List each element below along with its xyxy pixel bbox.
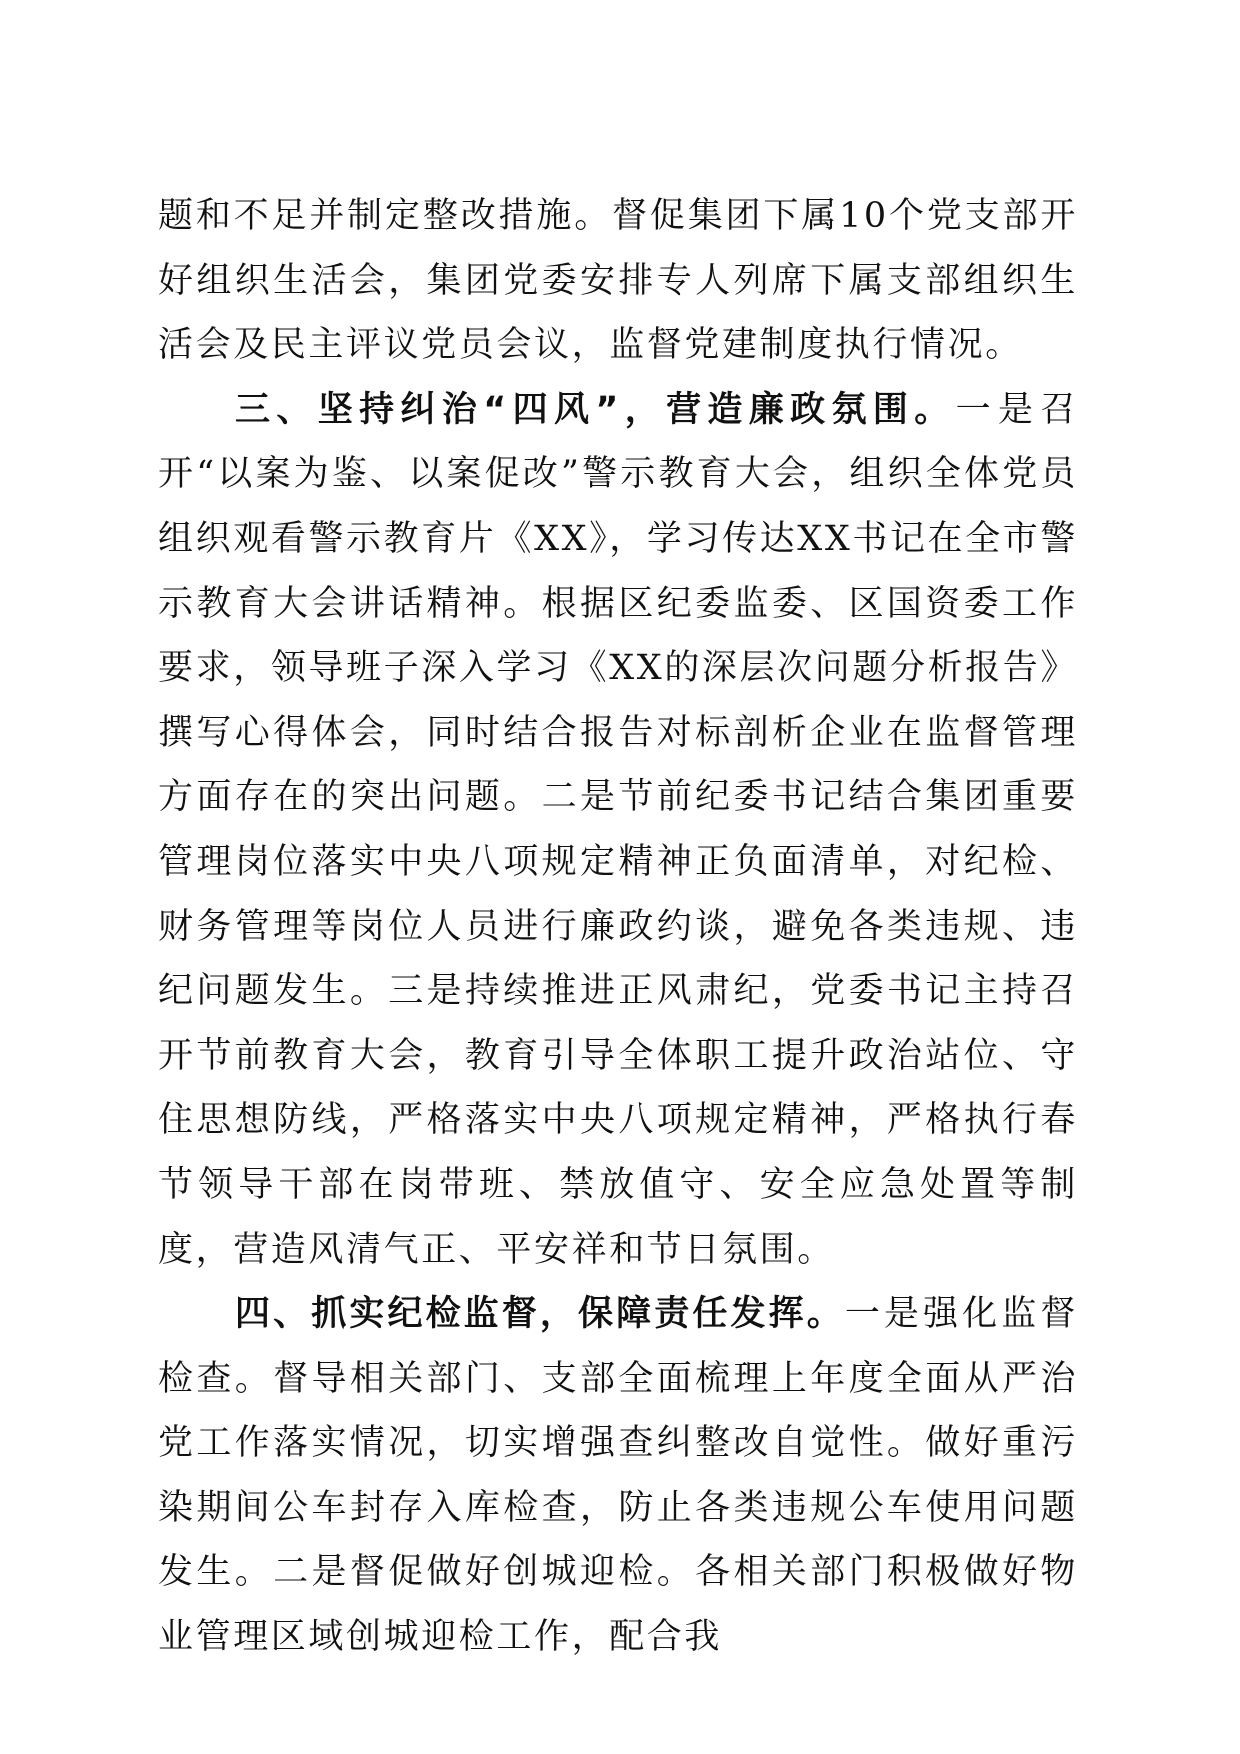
paragraph-text: 题和不足并制定整改措施。督促集团下属10个党支部开好组织生活会，集团党委安排专人列席下属支部组织生活会及民主评议党员会议，监督党建制度执行情况。: [158, 196, 1078, 366]
paragraph-continuation: [158, 184, 1078, 378]
paragraph-text: 一是强化监督检查。督导相关部门、支部全面梳理上年度全面从严治党工作落实情况，切实增强查纠整改自觉性。做好重污染期间公车封存入库检查，防止各类违规公车使用问题发生。二是督促做好创城迎检。各相关部门积极做好物业管理区域创城迎检工作，配合我: [158, 1294, 1078, 1658]
document-body: [158, 184, 1078, 1670]
section-heading-four: 四、抓实纪检监督，保障责任发挥。: [235, 1294, 845, 1335]
paragraph-text: 一是召开“以案为鉴、以案促改”警示教育大会，组织全体党员组织观看警示教育片《XX》，学习传达XX书记在全市警示教育大会讲话精神。根据区纪委监委、区国资委工作要求，领导班子深入学习《XX的深层次问题分析报告》撰写心得体会，同时结合报告对标剖析企业在监督管理方面存在的突出问题。二是节前纪委书记结合集团重要管理岗位落实中央八项规定精神正负面清单，对纪检、财务管理等岗位人员进行廉政约谈，避免各类违规、违纪问题发生。三是持续推进正风肃纪，党委书记主持召开节前教育大会，教育引导全体职工提升政治站位、守住思想防线，严格落实中央八项规定精神，严格执行春节领导干部在岗带班、禁放值守、安全应急处置等制度，营造风清气正、平安祥和节日氛围。: [158, 389, 1078, 1270]
section-heading-three: 三、坚持纠治“四风”，营造廉政氛围。: [235, 389, 956, 430]
paragraph-section-three: [158, 378, 1078, 1282]
paragraph-section-four: [158, 1282, 1078, 1670]
